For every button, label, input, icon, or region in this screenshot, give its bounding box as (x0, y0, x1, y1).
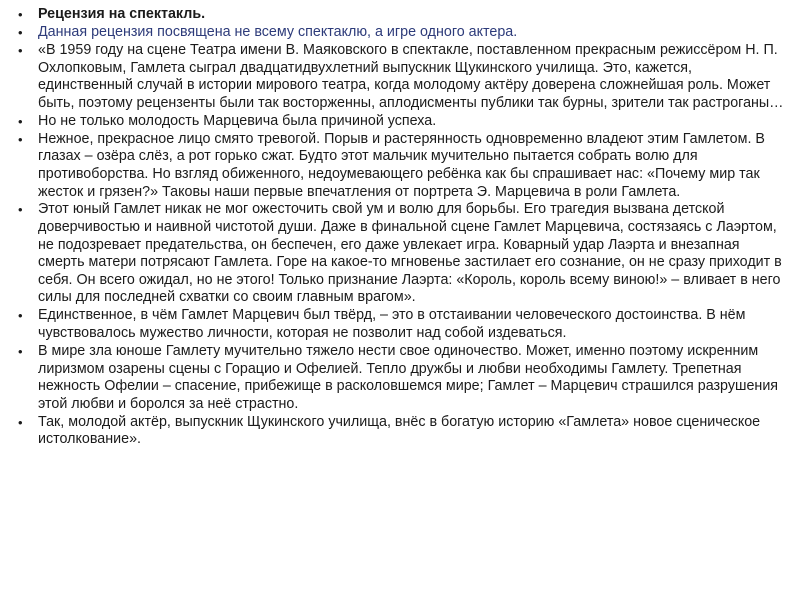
bullet-icon: • (18, 202, 23, 218)
bullet-icon: • (18, 42, 23, 58)
paragraph-text: Этот юный Гамлет никак не мог ожесточить свой ум и волю для борьбы. Его трагедия вызвана детской доверчивостью и наивной чистотой души. Даже в финальной сцене Гамлет Марцевича, состязаясь с Лаэртом, не подозревает предательства, он беспечен, его даже увлекает игра. Коварный удар Лаэрта и внезапная смерть матери потрясают Гамлета. Горе на какое-то мгновенье застилает его сознание, он не сразу приходит в себя. Он всего ожидал, но не этого! Только признание Лаэрта: «Король, король всему виною!» – вливает в него силы для последней схватки со своим главным врагом». (38, 201, 782, 306)
review-paragraph-5 (14, 307, 784, 342)
bullet-icon: • (18, 113, 23, 129)
paragraph-text: В мире зла юноше Гамлету мучительно тяжело нести свое одиночество. Может, именно поэтому искренним лиризмом озарены сцены с Горацио и Офелией. Тепло дружбы и любви необходимы Гамлету. Трепетная нежность Офелии – спасение, прибежище в расколовшемся мире; Гамлет – Марцевич страшился разрушения этой любви и боролся за неё страстно. (38, 343, 779, 412)
paragraph-text: Нежное, прекрасное лицо смято тревогой. Порыв и растерянность одновременно владеют этим Гамлетом. В глазах – озёра слёз, а рот горько сжат. Будто этот мальчик мучительно пытается собрать волю для противоборства. Но взгляд обиженного, недоумевающего ребёнка как бы спрашивает нас: «Почему мир так жесток и грязен?» Таковы наши первые впечатления от портрета Э. Марцевича в роли Гамлета. (38, 130, 765, 200)
review-subtitle-item (14, 24, 784, 42)
bullet-icon: • (18, 344, 23, 360)
bullet-icon: • (18, 24, 23, 40)
review-title-item (14, 6, 784, 24)
review-paragraph-1 (14, 42, 784, 112)
bullet-icon: • (18, 308, 23, 324)
review-title: Рецензия на спектакль. (38, 6, 206, 22)
review-paragraph-7 (14, 414, 784, 449)
bullet-icon: • (18, 7, 23, 22)
paragraph-text: «В 1959 году на сцене Театра имени В. Маяковского в спектакле, поставленном прекрасным режиссёром Н. П. Охлопковым, Гамлета сыграл двадцатидвухлетний выпускник Щукинского училища. Это, кажется, единственный случай в истории мирового театра, когда молодому актёру доверена сложнейшая роль. Может быть, поэтому рецензенты были так восторженны, аплодисменты публики так бурны, зрители так растроганы… (38, 41, 784, 111)
paragraph-text: Единственное, в чём Гамлет Марцевич был твёрд, – это в отстаивании человеческого достоинства. В нём чувствовалось мужество личности, которая не позволит над собой издеваться. (38, 307, 746, 342)
review-paragraph-3 (14, 131, 784, 201)
paragraph-text: Так, молодой актёр, выпускник Щукинского училища, внёс в богатую историю «Гамлета» новое сценическое истолкование». (38, 413, 761, 448)
bullet-icon: • (18, 131, 23, 147)
bullet-list (14, 6, 784, 449)
review-paragraph-6 (14, 343, 784, 413)
review-paragraph-2 (14, 113, 784, 131)
review-paragraph-4 (14, 201, 784, 307)
review-subtitle: Данная рецензия посвящена не всему спектаклю, а игре одного актера. (38, 23, 518, 40)
slide-content (14, 6, 784, 449)
bullet-icon: • (18, 414, 23, 430)
paragraph-text: Но не только молодость Марцевича была причиной успеха. (38, 112, 437, 129)
